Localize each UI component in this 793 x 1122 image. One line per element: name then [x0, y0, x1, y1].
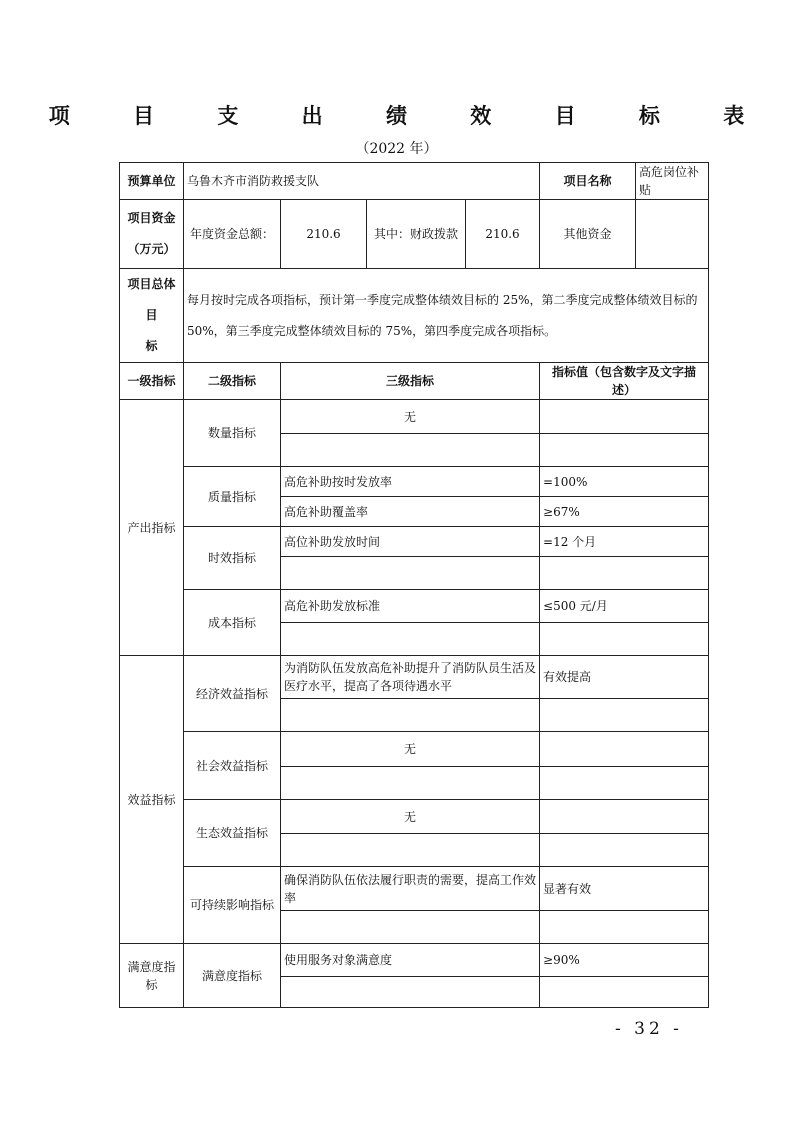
ecological-value-2 [540, 834, 709, 867]
table-row [120, 590, 709, 623]
group-output: 产出指标 [120, 400, 184, 656]
cost-indicator-2 [281, 623, 540, 656]
sustainable-indicator-2 [281, 911, 540, 944]
sustainable-indicator-1: 确保消防队伍依法履行职责的需要，提高工作效率 [281, 867, 540, 911]
cost-indicator-1: 高危补助发放标准 [281, 590, 540, 623]
table-row [120, 800, 709, 834]
funds-fiscal-value: 210.6 [466, 200, 540, 269]
ecological-indicator-1: 无 [281, 800, 540, 834]
quantity-label: 数量指标 [184, 400, 281, 467]
page-number: - 32 - [615, 1019, 683, 1039]
sustainable-value-1: 显著有效 [540, 867, 709, 911]
project-name-value: 高危岗位补贴 [636, 163, 709, 200]
overall-goal-label [120, 269, 184, 363]
table-row [120, 467, 709, 497]
social-value-1 [540, 732, 709, 767]
timeliness-indicator-1: 高位补助发放时间 [281, 527, 540, 557]
timeliness-value-2 [540, 557, 709, 590]
funds-label [120, 200, 184, 269]
performance-table [119, 162, 709, 1008]
social-value-2 [540, 767, 709, 800]
cost-label: 成本指标 [184, 590, 281, 656]
funds-row [120, 200, 709, 269]
sustainable-label: 可持续影响指标 [184, 867, 281, 944]
quality-value-1: =100% [540, 467, 709, 497]
satisfaction-value-1: ≥90% [540, 944, 709, 977]
ecological-indicator-2 [281, 834, 540, 867]
cost-value-1: ≤500 元/月 [540, 590, 709, 623]
economic-label: 经济效益指标 [184, 656, 281, 732]
quality-label: 质量指标 [184, 467, 281, 527]
group-benefit: 效益指标 [120, 656, 184, 944]
quantity-indicator-1: 无 [281, 400, 540, 434]
timeliness-label: 时效指标 [184, 527, 281, 590]
col-header-level1: 一级指标 [120, 363, 184, 400]
table-row [120, 867, 709, 911]
budget-unit-label: 预算单位 [120, 163, 184, 200]
col-header-value: 指标值（包含数字及文字描述） [540, 363, 709, 400]
table-row [120, 527, 709, 557]
sustainable-value-2 [540, 911, 709, 944]
page-title: 项 目 支 出 绩 效 目 标 表 [48, 104, 773, 128]
budget-unit-value: 乌鲁木齐市消防救援支队 [184, 163, 540, 200]
column-header-row [120, 363, 709, 400]
economic-indicator-1: 为消防队伍发放高危补助提升了消防队员生活及医疗水平，提高了各项待遇水平 [281, 656, 540, 699]
timeliness-value-1: =12 个月 [540, 527, 709, 557]
year-label: （2022 年） [355, 141, 438, 157]
funds-other-value [636, 200, 709, 269]
table-row [120, 656, 709, 699]
col-header-level2: 二级指标 [184, 363, 281, 400]
overall-goal-row [120, 269, 709, 363]
table-row [120, 944, 709, 977]
cost-value-2 [540, 623, 709, 656]
funds-other-label: 其他资金 [540, 200, 636, 269]
table-row [120, 400, 709, 434]
timeliness-indicator-2 [281, 557, 540, 590]
funds-total-label: 年度资金总额： [184, 200, 281, 269]
quantity-indicator-2 [281, 434, 540, 467]
economic-indicator-2 [281, 699, 540, 732]
funds-label-line1: 项目资金 [127, 211, 176, 225]
quality-indicator-2: 高危补助覆盖率 [281, 497, 540, 527]
economic-value-2 [540, 699, 709, 732]
satisfaction-value-2 [540, 977, 709, 1008]
overall-goal-text: 每月按时完成各项指标，预计第一季度完成整体绩效目标的 25%，第二季度完成整体绩效目标的 50%，第三季度完成整体绩效目标的 75%，第四季度完成各项指标。 [184, 269, 709, 363]
project-name-label: 项目名称 [540, 163, 636, 200]
header-row [120, 163, 709, 200]
ecological-label: 生态效益指标 [184, 800, 281, 867]
funds-fiscal-label: 其中：财政拨款 [367, 200, 466, 269]
group-satisfaction: 满意度指标 [120, 944, 184, 1008]
overall-goal-label-line1: 项目总体目 [127, 277, 176, 322]
ecological-value-1 [540, 800, 709, 834]
economic-value-1: 有效提高 [540, 656, 709, 699]
social-label: 社会效益指标 [184, 732, 281, 800]
quality-value-2: ≥67% [540, 497, 709, 527]
satisfaction-indicator-2 [281, 977, 540, 1008]
satisfaction-label: 满意度指标 [184, 944, 281, 1008]
social-indicator-2 [281, 767, 540, 800]
quantity-value-1 [540, 400, 709, 434]
social-indicator-1: 无 [281, 732, 540, 767]
funds-total-value: 210.6 [281, 200, 367, 269]
table-row [120, 732, 709, 767]
overall-goal-label-line2: 标 [145, 339, 158, 353]
quality-indicator-1: 高危补助按时发放率 [281, 467, 540, 497]
col-header-level3: 三级指标 [281, 363, 540, 400]
quantity-value-2 [540, 434, 709, 467]
satisfaction-indicator-1: 使用服务对象满意度 [281, 944, 540, 977]
funds-label-line2: （万元） [127, 242, 176, 256]
